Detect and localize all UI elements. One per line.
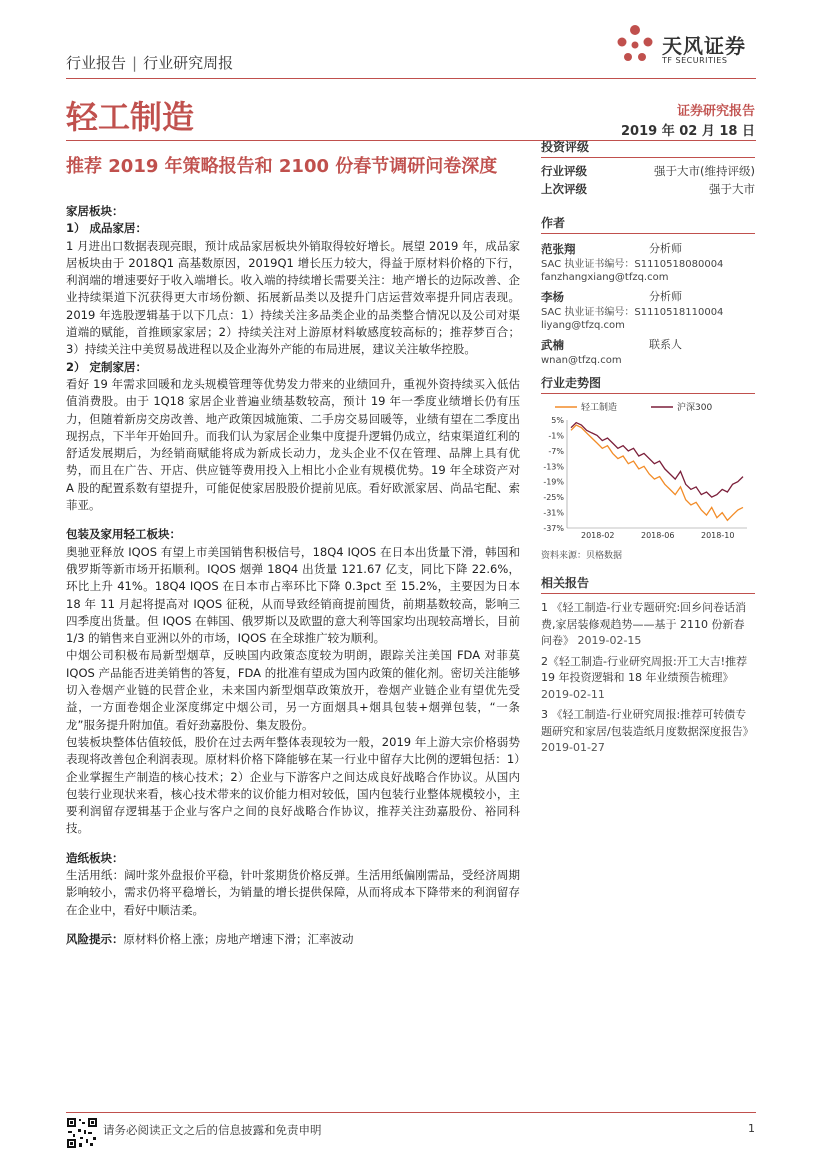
section-heading-paper: 造纸板块：	[66, 850, 124, 865]
related-report-date: 2019-02-11	[541, 687, 605, 701]
y-tick-label: 5%	[551, 416, 564, 425]
rating-panel	[541, 138, 755, 198]
x-tick-label: 2018-06	[641, 531, 675, 540]
chart-source: 资料来源：贝格数据	[541, 551, 623, 561]
author-block	[541, 240, 755, 284]
y-tick-label: -1%	[548, 431, 564, 441]
rating-previous-row	[541, 180, 755, 198]
legend-label: 沪深300	[677, 403, 713, 413]
header-rule	[66, 78, 756, 79]
page-number: 1	[748, 1122, 755, 1135]
rating-heading: 投资评级	[541, 138, 755, 158]
y-tick-label: -7%	[548, 446, 564, 456]
paragraph-iqos: 奥驰亚释放 IQOS 有望上市美国销售积极信号，18Q4 IQOS 在日本出货量下滑，韩国和俄罗斯等新市场开拓顺利。IQOS 烟弹 18Q4 出货量 121.67 亿支，同比下降 22.6%，环比上升 41%。18Q4 IQOS 在日本市占率环比下降 0.3pct 至 15.2%，主要因为日本 18 年 11 月起将提高对 IQOS 征税，从而导致经销商提前囤货，前期基数较高，影响三四季度出货量。但 IQOS 在韩国、俄罗斯以及欧盟的意大利等国家均出现较高增长，目前 1/3 的销售来自亚洲以外的市场，IQOS 在全球推广较为顺利。	[66, 544, 520, 646]
related-heading: 相关报告	[541, 574, 755, 594]
risk-text: 原材料价格上涨；房地产增速下滑；汇率波动	[123, 931, 354, 946]
rating-industry-row	[541, 162, 755, 180]
related-report-item[interactable]	[541, 654, 755, 704]
author-email[interactable]: fanzhangxiang@tfzq.com	[541, 272, 669, 283]
y-tick-label: -31%	[543, 508, 564, 518]
x-tick-label: 2018-02	[581, 531, 615, 540]
y-tick-label: -13%	[543, 462, 564, 472]
y-tick-label: -19%	[543, 477, 564, 487]
report-title: 推荐 2019 年策略报告和 2100 份春节调研问卷深度	[66, 156, 498, 177]
author-block	[541, 288, 755, 332]
author-name: 李杨	[541, 290, 564, 304]
related-report-date: 2019-01-27	[541, 741, 605, 754]
trend-chart	[541, 398, 755, 548]
report-subtype: 行业研究周报	[143, 54, 234, 72]
author-role: 联系人	[649, 338, 682, 351]
footer-rule	[66, 1112, 756, 1113]
author-role: 分析师	[649, 242, 682, 255]
y-tick-label: -37%	[543, 524, 564, 533]
authors-heading: 作者	[541, 214, 755, 234]
related-report-item[interactable]	[541, 707, 755, 757]
sector-title: 轻工制造	[66, 98, 195, 136]
legend-label: 轻工制造	[581, 403, 618, 413]
chart-heading: 行业走势图	[541, 374, 755, 394]
company-logo	[612, 22, 762, 72]
section-heading-home: 家居板块：	[66, 204, 124, 218]
author-name: 武楠	[541, 338, 564, 352]
rating-industry-label: 行业评级	[541, 164, 587, 178]
author-name: 范张翔	[541, 242, 576, 256]
logo-subtitle: TF SECURITIES	[662, 56, 728, 65]
author-email[interactable]: liyang@tfzq.com	[541, 320, 625, 331]
author-sac: SAC 执业证书编号：S1110518080004	[541, 259, 724, 270]
report-body	[66, 203, 520, 948]
related-report-title[interactable]: 3 《轻工制造-行业研究周报:推荐可转债专题研究和家居/包装造纸月度数据深度报告》	[541, 708, 754, 738]
author-role: 分析师	[649, 290, 682, 303]
report-category	[66, 52, 233, 73]
paragraph-paper: 生活用纸：阔叶浆外盘报价平稳，针叶浆期货价格反弹。生活用纸偏刚需品，受经济周期影响较小，需求仍将平稳增长，为销量的增长提供保障，从而将成本下降带来的利润留存在企业中，看好中顺洁柔。	[66, 867, 520, 917]
related-report-date: 2019-02-15	[577, 634, 642, 647]
paragraph-packaging: 包装板块整体估值较低，股价在过去两年整体表现较为一般，2019 年上游大宗价格弱势表现将改善包企利润表现。原材料价格下降能够在某一行业中留存大比例的逻辑包括：1）企业掌握生产制造的核心技术；2）企业与下游客户之间达成良好战略合作协议。从国内包装行业现状来看，核心技术带来的议价能力相对较低，国内包装行业整体规模较小，主要利润留存逻辑基于企业与客户之间的良好战略合作协议，推荐关注劲嘉股份、裕同科技。	[66, 734, 520, 836]
related-report-item[interactable]	[541, 600, 755, 650]
section-heading-packaging: 包装及家用轻工板块：	[66, 527, 181, 542]
subheading-finished: 1） 成品家居：	[66, 221, 148, 236]
related-report-title[interactable]: 1 《轻工制造-行业专题研究:回乡问卷话消费,家居装修观趋势——基于 2110 份新春问卷》	[541, 601, 747, 647]
header-separator: |	[132, 54, 138, 72]
logo-name: 天风证券	[662, 34, 746, 58]
paragraph-custom: 看好 19 年需求回暖和龙头规模管理等优势发力带来的业绩回升，重视外资持续买入低估值消费股。由于 1Q18 家居企业普遍业绩基数较高，预计 19 年一季度业绩增长仍有压力，但随着新房交房改善、地产政策因城施策、二手房交易回暖等，业绩有望在二季度出现拐点，下半年开始回升。而我们认为家居企业集中度提升逻辑仍成立，结束渠道红利的舒适发展期后，为经销商赋能将成为新成长动力，龙头企业不仅在管理、品牌上具有优势，而且在广告、开店、供应链等费用投入上相比小企业有规模优势。19 年全球资产对 A 股的配置系数有望提升，可能促使家居股股价提前见底。看好欧派家居、尚品宅配、索菲亚。	[66, 376, 520, 513]
author-block	[541, 336, 755, 367]
paragraph-tobacco: 中烟公司积极布局新型烟草，反映国内政策态度较为明朗，跟踪关注美国 FDA 对菲莫 IQOS 产品能否进美销售的答复，FDA 的批准有望成为国内政策的催化剂。密切关注能够切入卷烟产业链的民营企业，未来国内新型烟草政策放开，卷烟产业链企业有望优先受益，一方面卷烟企业深度绑定中烟公司，另一方面烟具+烟具包装+烟弹包装，“一条龙”服务提升附加值。看好劲嘉股份、集友股份。	[66, 648, 520, 732]
author-sac: SAC 执业证书编号：S1110518110004	[541, 307, 724, 318]
y-tick-label: -25%	[543, 493, 564, 503]
rating-previous-label: 上次评级	[541, 182, 587, 196]
risk-label: 风险提示：	[66, 931, 124, 946]
logo-mark-icon	[612, 22, 658, 68]
footer-disclaimer[interactable]: 请务必阅读正文之后的信息披露和免责申明	[103, 1123, 322, 1137]
related-reports-panel	[541, 574, 755, 761]
risk-line	[66, 931, 520, 948]
rating-industry-value: 强于大市(维持评级)	[654, 164, 755, 178]
x-tick-label: 2018-10	[701, 531, 735, 540]
series-line	[571, 425, 743, 520]
author-email[interactable]: wnan@tfzq.com	[541, 355, 622, 366]
report-date: 2019 年 02 月 18 日	[621, 124, 755, 139]
related-report-title[interactable]: 2《轻工制造-行业研究周报:开工大吉!推荐 19 年投资逻辑和 18 年业绩预告梳理》	[541, 654, 748, 684]
trend-chart-panel	[541, 374, 755, 561]
qr-code-icon	[66, 1117, 98, 1149]
report-label: 证券研究报告	[676, 104, 755, 119]
report-type: 行业报告	[66, 54, 127, 72]
authors-panel	[541, 214, 755, 367]
rating-previous-value: 强于大市	[709, 182, 755, 196]
paragraph-finished: 1 月进出口数据表现亮眼，预计成品家居板块外销取得较好增长。展望 2019 年，成品家居板块由于 2018Q1 高基数原因，2019Q1 增长压力较大，得益于原材料价格的下行，利润端的增速要好于收入端增长。收入端的持续增长需要关注：地产增长的边际改善、企业持续渠道下沉获得更大市场份额、拓展新品类以及提升门店运营效率提升同店表现。2019 年选股逻辑基于以下几点：1）持续关注多品类企业的品类整合情况以及公司对渠道端的赋能，首推顾家家居；2）持续关注对上游原材料敏感度较高标的；推荐梦百合；3）持续关注中美贸易战进程以及企业海外产能的布局进展，建议关注敏华控股。	[66, 238, 520, 357]
subheading-custom: 2） 定制家居：	[66, 359, 148, 374]
series-line	[571, 423, 743, 498]
